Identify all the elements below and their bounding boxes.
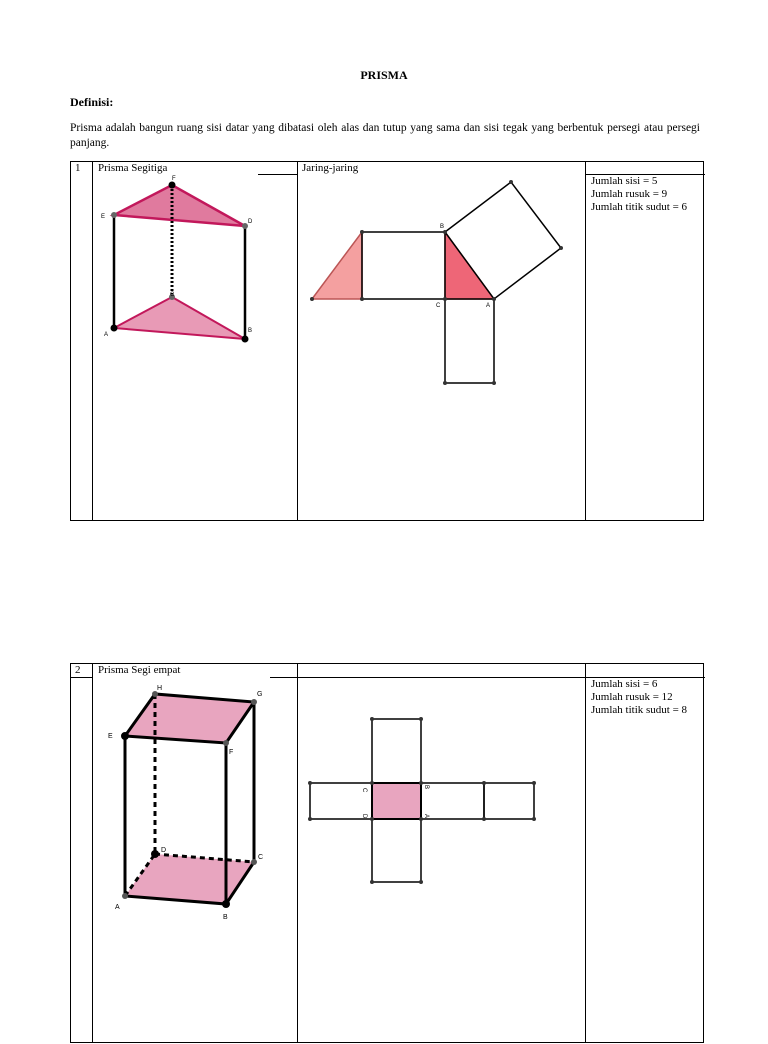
net-label-a: A: [486, 303, 491, 309]
net-left-triangle: [312, 232, 362, 299]
label-g: G: [257, 691, 263, 698]
shape-properties: [591, 678, 687, 717]
shape-properties: [591, 175, 687, 214]
net-center-square: [372, 783, 421, 819]
label-e: E: [101, 214, 106, 220]
label-a: A: [115, 904, 120, 911]
label-b: B: [223, 914, 228, 921]
net-label-c: C: [361, 788, 367, 793]
net-label-d: D: [361, 814, 367, 819]
row-number: 2: [75, 664, 81, 676]
net-header: Jaring-jaring: [302, 162, 359, 174]
net-center-rect: [362, 232, 445, 299]
net-label-a: A: [423, 814, 429, 819]
label-f: F: [172, 176, 176, 182]
definition-heading: Definisi:: [70, 95, 114, 109]
label-h: H: [157, 685, 163, 692]
face-count: Jumlah sisi = 6: [591, 678, 658, 690]
net-bottom-rect: [372, 819, 421, 882]
label-c: C: [170, 292, 175, 298]
rectangular-prism-net: [297, 664, 585, 1044]
label-f: F: [229, 749, 234, 756]
net-right-rect: [421, 783, 484, 819]
table-row-1: [70, 161, 704, 521]
label-a: A: [104, 332, 109, 338]
vertex-count: Jumlah titik sudut = 8: [591, 704, 688, 716]
prism-bottom-face: [114, 297, 245, 339]
rectangular-prism-figure: [71, 664, 297, 1044]
definition-text: Prisma adalah bangun ruang sisi datar yang dibatasi oleh alas dan tutup yang sama dan sisi tegak yang berbentuk persegi atau persegi panjang.: [70, 122, 700, 149]
prism-top-face: [114, 185, 245, 226]
label-d: D: [161, 847, 167, 854]
table-row-2: [70, 663, 704, 1043]
net-label-b: B: [423, 785, 429, 790]
shape-name: Prisma Segi empat: [98, 664, 181, 676]
net-far-right-square: [484, 783, 534, 819]
shape-name: Prisma Segitiga: [98, 162, 168, 174]
vertex-count: Jumlah titik sudut = 6: [591, 201, 688, 213]
triangular-prism-net: [297, 162, 585, 522]
edge-count: Jumlah rusuk = 9: [591, 188, 668, 200]
row-number: 1: [75, 162, 81, 174]
triangular-prism-figure: [71, 162, 297, 522]
label-e: E: [108, 733, 113, 740]
net-label-c: C: [436, 303, 441, 309]
page-title: PRISMA: [360, 68, 408, 82]
label-d: D: [248, 219, 253, 225]
label-b: B: [248, 328, 253, 334]
edge-count: Jumlah rusuk = 12: [591, 691, 673, 703]
net-top-rect: [372, 719, 421, 783]
face-count: Jumlah sisi = 5: [591, 175, 658, 187]
net-label-b: B: [440, 224, 445, 230]
label-c: C: [258, 854, 264, 861]
net-bottom-rect: [445, 299, 494, 383]
